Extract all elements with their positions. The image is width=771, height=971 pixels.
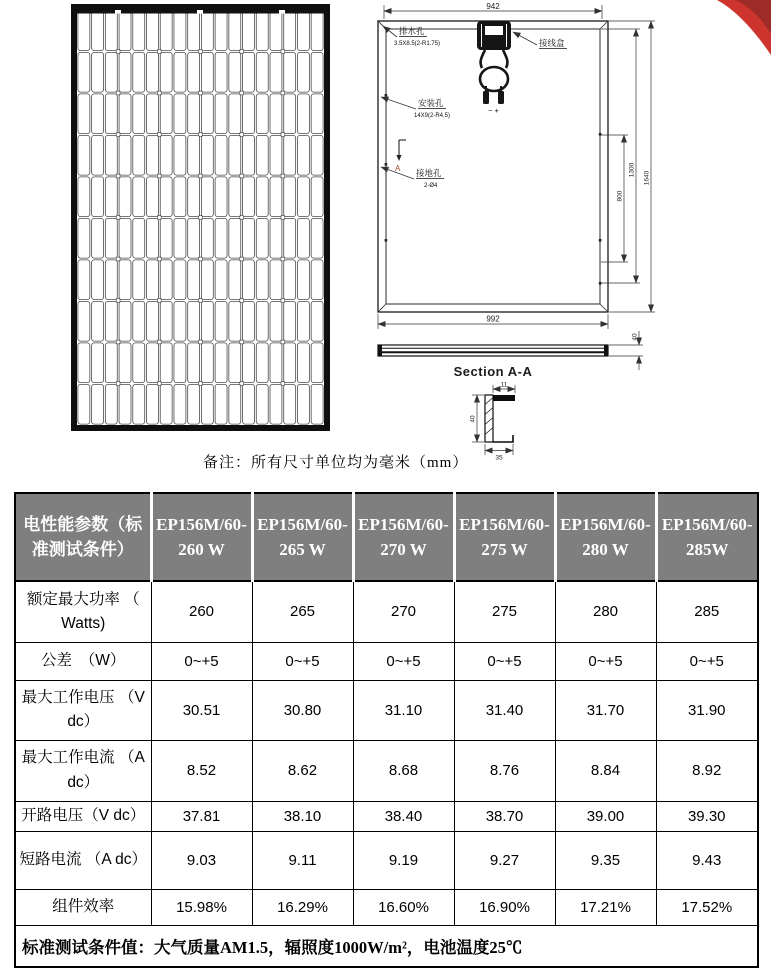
value-cell: 265 [252, 581, 353, 642]
value-cell: 9.11 [252, 831, 353, 889]
value-cell: 8.84 [555, 740, 656, 801]
table-row [15, 801, 758, 831]
value-cell: 8.92 [656, 740, 758, 801]
table-footer-row [15, 925, 758, 967]
row-label: 最大工作电压 （V dc） [15, 680, 151, 740]
value-cell: 8.68 [353, 740, 454, 801]
dim-11-label: 11 [500, 381, 508, 389]
spec-table [14, 492, 759, 968]
value-cell: 17.52% [656, 889, 758, 925]
value-cell: 38.10 [252, 801, 353, 831]
value-cell: 9.35 [555, 831, 656, 889]
row-label: 最大工作电流 （A dc） [15, 740, 151, 801]
value-cell: 38.40 [353, 801, 454, 831]
value-cell: 275 [454, 581, 555, 642]
table-row [15, 642, 758, 680]
units-note: 备注：所有尺寸单位均为毫米（mm） [203, 455, 469, 471]
table-row [15, 680, 758, 740]
drain-hole-spec: 3.5X8.5(2-R1.75) [394, 41, 441, 47]
value-cell: 0~+5 [656, 642, 758, 680]
col-header-model: EP156M/60-280 W [555, 493, 656, 581]
row-label: 额定最大功率 （ Watts) [15, 581, 151, 642]
polarity-label: − + [488, 106, 499, 115]
section-marker-a: A [395, 164, 401, 173]
table-row [15, 831, 758, 889]
panel-cell-grid [77, 10, 324, 425]
section-aa-title: Section A-A [453, 364, 533, 379]
value-cell: 9.27 [454, 831, 555, 889]
dim-992-label: 992 [486, 314, 500, 324]
value-cell: 39.30 [656, 801, 758, 831]
value-cell: 16.29% [252, 889, 353, 925]
col-header-parameters: 电性能参数（标准测试条件） [15, 493, 151, 581]
table-row [15, 581, 758, 642]
value-cell: 30.80 [252, 680, 353, 740]
table-body [15, 581, 758, 925]
dim-35-label: 35 [495, 454, 503, 460]
col-header-model: EP156M/60-270 W [353, 493, 454, 581]
dim-40-profile-label: 40 [469, 415, 477, 423]
panel-front-view-drawing [71, 4, 330, 431]
dim-800-label: 800 [616, 190, 624, 202]
dim-942-label: 942 [486, 2, 500, 11]
value-cell: 8.76 [454, 740, 555, 801]
value-cell: 0~+5 [151, 642, 252, 680]
value-cell: 16.90% [454, 889, 555, 925]
value-cell: 0~+5 [353, 642, 454, 680]
value-cell: 270 [353, 581, 454, 642]
value-cell: 31.70 [555, 680, 656, 740]
value-cell: 31.90 [656, 680, 758, 740]
dim-40-thickness-label: 40 [631, 333, 639, 341]
stc-conditions-note: 标准测试条件值：大气质量AM1.5，辐照度1000W/m²，电池温度25℃ [15, 925, 758, 967]
value-cell: 260 [151, 581, 252, 642]
value-cell: 0~+5 [454, 642, 555, 680]
row-label: 开路电压（V dc） [15, 801, 151, 831]
col-header-model: EP156M/60-265 W [252, 493, 353, 581]
value-cell: 30.51 [151, 680, 252, 740]
table-row [15, 740, 758, 801]
dim-1640-label: 1640 [643, 170, 651, 186]
table-row [15, 889, 758, 925]
mounting-hole-label: 安装孔 [418, 98, 444, 108]
frame-profile-drawing [470, 382, 516, 461]
junction-box-label: 接线盒 [539, 38, 565, 48]
value-cell: 280 [555, 581, 656, 642]
value-cell: 8.62 [252, 740, 353, 801]
value-cell: 31.40 [454, 680, 555, 740]
table-header-row [15, 493, 758, 581]
dim-1300-label: 1300 [628, 162, 636, 178]
col-header-model: EP156M/60-285W [656, 493, 758, 581]
section-aa-drawing [378, 331, 643, 379]
col-header-model: EP156M/60-260 W [151, 493, 252, 581]
value-cell: 8.52 [151, 740, 252, 801]
value-cell: 17.21% [555, 889, 656, 925]
grounding-hole-label: 接地孔 [416, 168, 442, 178]
col-header-model: EP156M/60-275 W [454, 493, 555, 581]
value-cell: 9.19 [353, 831, 454, 889]
value-cell: 15.98% [151, 889, 252, 925]
value-cell: 285 [656, 581, 758, 642]
row-label: 组件效率 [15, 889, 151, 925]
mounting-hole-spec: 14X9(2-R4.5) [414, 113, 451, 119]
value-cell: 9.03 [151, 831, 252, 889]
row-label: 短路电流 （A dc） [15, 831, 151, 889]
frame-outline [378, 21, 608, 312]
value-cell: 16.60% [353, 889, 454, 925]
drain-hole-label: 排水孔 [399, 26, 425, 36]
value-cell: 9.43 [656, 831, 758, 889]
value-cell: 39.00 [555, 801, 656, 831]
value-cell: 38.70 [454, 801, 555, 831]
value-cell: 31.10 [353, 680, 454, 740]
grounding-hole-spec: 2-Ø4 [424, 183, 438, 189]
value-cell: 37.81 [151, 801, 252, 831]
value-cell: 0~+5 [252, 642, 353, 680]
row-label: 公差 （W） [15, 642, 151, 680]
panel-rear-view-drawing [372, 0, 771, 460]
junction-box-drawing [477, 21, 511, 115]
value-cell: 0~+5 [555, 642, 656, 680]
